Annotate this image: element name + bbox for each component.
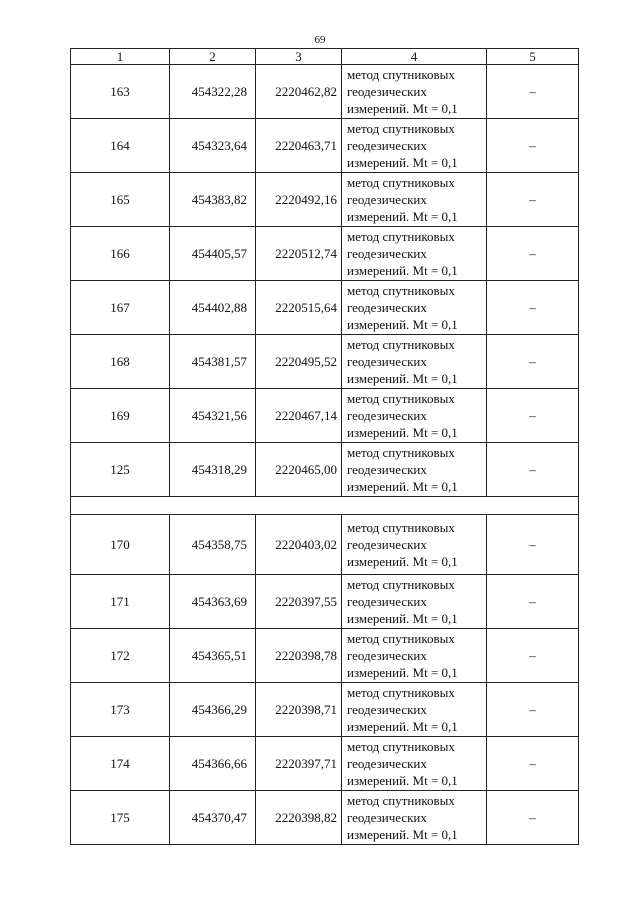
point-number-cell: 172 <box>71 629 170 683</box>
column-header-5: 5 <box>487 49 579 65</box>
y-coordinate-cell: 2220463,71 <box>256 119 342 173</box>
method-cell: метод спутниковых геодезических измерений. Mt = 0,1 <box>342 227 487 281</box>
accuracy-note-cell: – <box>487 737 579 791</box>
accuracy-note-cell: – <box>487 227 579 281</box>
y-coordinate-cell: 2220515,64 <box>256 281 342 335</box>
y-coordinate-cell: 2220398,82 <box>256 791 342 845</box>
point-number-cell: 165 <box>71 173 170 227</box>
y-coordinate-cell: 2220465,00 <box>256 443 342 497</box>
accuracy-note-cell: – <box>487 629 579 683</box>
accuracy-note-cell: – <box>487 515 579 575</box>
method-cell: метод спутниковых геодезических измерений. Mt = 0,1 <box>342 389 487 443</box>
separator-cell <box>71 497 579 515</box>
x-coordinate-cell: 454366,66 <box>170 737 256 791</box>
table-row <box>71 737 579 791</box>
x-coordinate-cell: 454402,88 <box>170 281 256 335</box>
table-row <box>71 791 579 845</box>
x-coordinate-cell: 454365,51 <box>170 629 256 683</box>
column-header-1: 1 <box>71 49 170 65</box>
method-cell: метод спутниковых геодезических измерений. Mt = 0,1 <box>342 737 487 791</box>
accuracy-note-cell: – <box>487 173 579 227</box>
table-row <box>71 629 579 683</box>
table-row <box>71 683 579 737</box>
y-coordinate-cell: 2220403,02 <box>256 515 342 575</box>
point-number-cell: 170 <box>71 515 170 575</box>
point-number-cell: 174 <box>71 737 170 791</box>
x-coordinate-cell: 454363,69 <box>170 575 256 629</box>
accuracy-note-cell: – <box>487 389 579 443</box>
point-number-cell: 169 <box>71 389 170 443</box>
accuracy-note-cell: – <box>487 443 579 497</box>
x-coordinate-cell: 454323,64 <box>170 119 256 173</box>
method-cell: метод спутниковых геодезических измерений. Mt = 0,1 <box>342 683 487 737</box>
column-header-2: 2 <box>170 49 256 65</box>
x-coordinate-cell: 454318,29 <box>170 443 256 497</box>
point-number-cell: 166 <box>71 227 170 281</box>
method-cell: метод спутниковых геодезических измерений. Mt = 0,1 <box>342 629 487 683</box>
method-cell: метод спутниковых геодезических измерений. Mt = 0,1 <box>342 791 487 845</box>
method-cell: метод спутниковых геодезических измерений. Mt = 0,1 <box>342 119 487 173</box>
table-row <box>71 515 579 575</box>
x-coordinate-cell: 454405,57 <box>170 227 256 281</box>
method-cell: метод спутниковых геодезических измерений. Mt = 0,1 <box>342 335 487 389</box>
point-number-cell: 164 <box>71 119 170 173</box>
point-number-cell: 163 <box>71 65 170 119</box>
accuracy-note-cell: – <box>487 119 579 173</box>
coordinates-table <box>70 48 579 845</box>
table-row <box>71 227 579 281</box>
point-number-cell: 167 <box>71 281 170 335</box>
y-coordinate-cell: 2220492,16 <box>256 173 342 227</box>
point-number-cell: 173 <box>71 683 170 737</box>
point-number-cell: 168 <box>71 335 170 389</box>
page-number: 69 <box>314 34 326 46</box>
table-row <box>71 173 579 227</box>
point-number-cell: 125 <box>71 443 170 497</box>
accuracy-note-cell: – <box>487 575 579 629</box>
accuracy-note-cell: – <box>487 281 579 335</box>
method-cell: метод спутниковых геодезических измерений. Mt = 0,1 <box>342 173 487 227</box>
table-row <box>71 65 579 119</box>
x-coordinate-cell: 454383,82 <box>170 173 256 227</box>
y-coordinate-cell: 2220397,55 <box>256 575 342 629</box>
separator-row <box>71 497 579 515</box>
method-cell: метод спутниковых геодезических измерений. Mt = 0,1 <box>342 575 487 629</box>
x-coordinate-cell: 454358,75 <box>170 515 256 575</box>
y-coordinate-cell: 2220462,82 <box>256 65 342 119</box>
point-number-cell: 175 <box>71 791 170 845</box>
y-coordinate-cell: 2220495,52 <box>256 335 342 389</box>
column-header-3: 3 <box>256 49 342 65</box>
y-coordinate-cell: 2220398,71 <box>256 683 342 737</box>
x-coordinate-cell: 454322,28 <box>170 65 256 119</box>
method-cell: метод спутниковых геодезических измерений. Mt = 0,1 <box>342 443 487 497</box>
table-body <box>71 65 579 845</box>
method-cell: метод спутниковых геодезических измерений. Mt = 0,1 <box>342 65 487 119</box>
table-row <box>71 119 579 173</box>
header-row <box>71 49 579 65</box>
accuracy-note-cell: – <box>487 791 579 845</box>
table-row <box>71 281 579 335</box>
method-cell: метод спутниковых геодезических измерений. Mt = 0,1 <box>342 281 487 335</box>
table-row <box>71 443 579 497</box>
accuracy-note-cell: – <box>487 335 579 389</box>
table-row <box>71 335 579 389</box>
table-row <box>71 389 579 443</box>
y-coordinate-cell: 2220512,74 <box>256 227 342 281</box>
accuracy-note-cell: – <box>487 65 579 119</box>
accuracy-note-cell: – <box>487 683 579 737</box>
x-coordinate-cell: 454366,29 <box>170 683 256 737</box>
y-coordinate-cell: 2220467,14 <box>256 389 342 443</box>
method-cell: метод спутниковых геодезических измерений. Mt = 0,1 <box>342 515 487 575</box>
x-coordinate-cell: 454381,57 <box>170 335 256 389</box>
point-number-cell: 171 <box>71 575 170 629</box>
x-coordinate-cell: 454370,47 <box>170 791 256 845</box>
column-header-4: 4 <box>342 49 487 65</box>
table-row <box>71 575 579 629</box>
y-coordinate-cell: 2220397,71 <box>256 737 342 791</box>
x-coordinate-cell: 454321,56 <box>170 389 256 443</box>
y-coordinate-cell: 2220398,78 <box>256 629 342 683</box>
